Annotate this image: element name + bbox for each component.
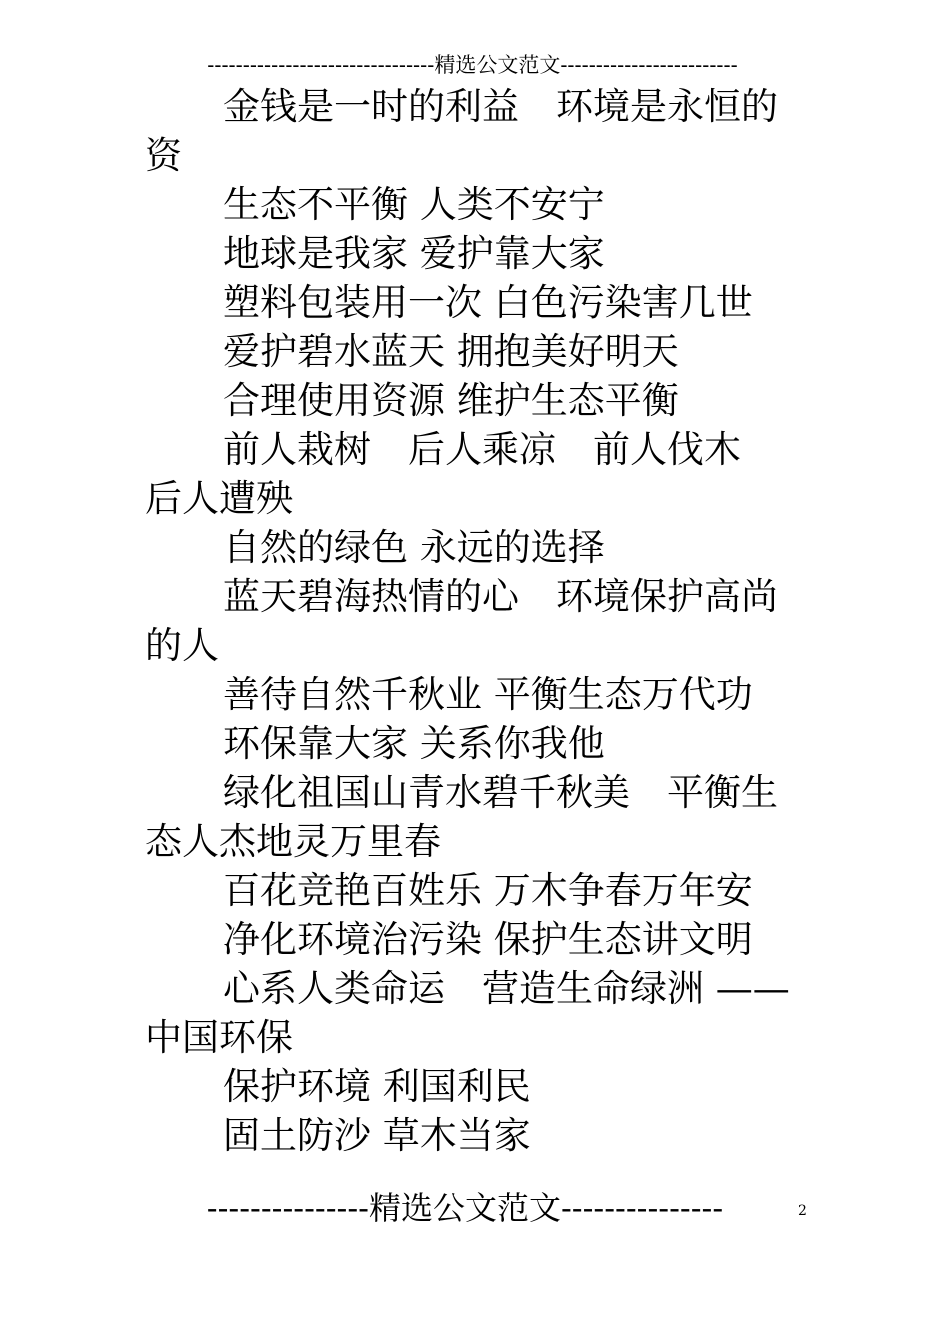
paragraph: 保护环境 利国利民 <box>223 1065 531 1108</box>
paragraph: 环保靠大家 关系你我他 <box>223 722 605 765</box>
paragraph: 地球是我家 爱护靠大家 <box>223 232 605 275</box>
paragraph: 固土防沙 草木当家 <box>223 1114 531 1157</box>
paragraph: 前人栽树 后人乘凉 前人伐木 后人遭殃 <box>145 428 778 520</box>
paragraph: 生态不平衡 人类不安宁 <box>223 183 605 226</box>
paragraph: 百花竞艳百姓乐 万木争春万年安 <box>223 869 753 912</box>
page-number: 2 <box>798 1203 807 1219</box>
paragraph: 自然的绿色 永远的选择 <box>223 526 605 569</box>
paragraph: 合理使用资源 维护生态平衡 <box>223 379 679 422</box>
paragraph: 爱护碧水蓝天 拥抱美好明天 <box>223 330 679 373</box>
paragraph: 净化环境治污染 保护生态讲文明 <box>223 918 753 961</box>
paragraph: 塑料包装用一次 白色污染害几世 <box>223 281 753 324</box>
paragraph: 心系人类命运 营造生命绿洲 ——中国环保 <box>145 967 790 1059</box>
paragraph: 善待自然千秋业 平衡生态万代功 <box>223 673 753 716</box>
page-header: --------------------------------精选公文范文------------------------- <box>207 53 738 77</box>
document-body <box>145 82 810 1160</box>
paragraph: 蓝天碧海热情的心 环境保护高尚的人 <box>145 575 778 667</box>
paragraph: 金钱是一时的利益 环境是永恒的资 <box>145 85 778 177</box>
page-footer: ---------------精选公文范文--------------- <box>206 1189 724 1227</box>
paragraph: 绿化祖国山青水碧千秋美 平衡生态人杰地灵万里春 <box>145 771 778 863</box>
